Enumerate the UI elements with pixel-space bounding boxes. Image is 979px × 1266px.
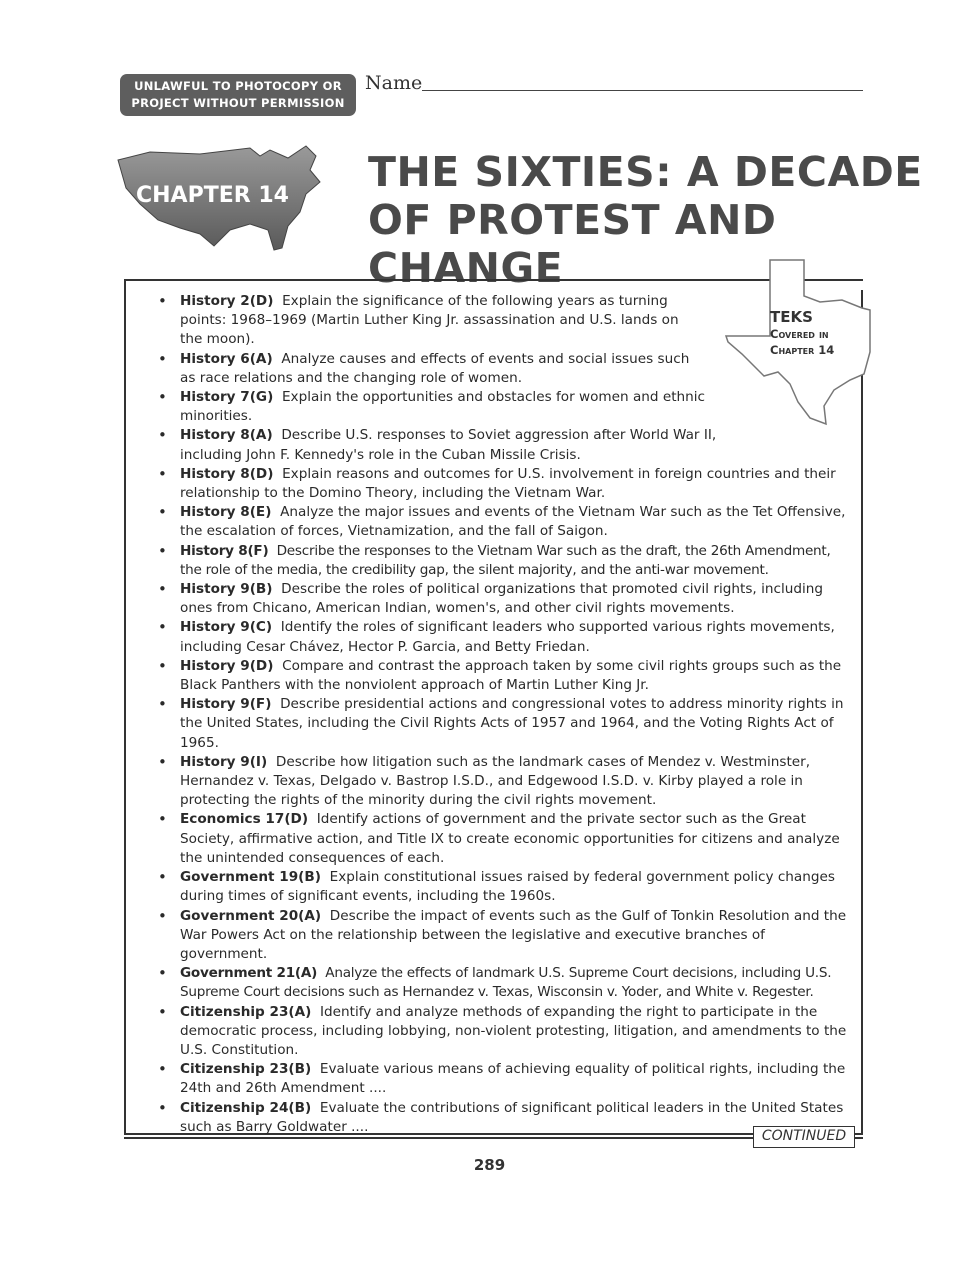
standard-item xyxy=(158,388,848,426)
standard-item xyxy=(158,1003,848,1061)
standard-code: History 9(I) xyxy=(180,753,268,770)
title-line-2: OF PROTEST AND CHANGE xyxy=(368,196,777,292)
standard-item xyxy=(158,465,848,503)
standard-item xyxy=(158,426,848,464)
standard-code: History 8(F) xyxy=(180,542,269,559)
teks-line-2: Chapter 14 xyxy=(770,343,835,357)
standard-text: Evaluate the contributions of significant political leaders in the United States such as Barry Goldwater .... xyxy=(180,1099,844,1135)
standard-code: History 9(D) xyxy=(180,657,274,674)
standard-text: Explain the significance of the following years as turning points: 1968–1969 (Martin Luther King Jr. assassination and U.S. lands on the moon). xyxy=(180,293,679,348)
chapter-label: CHAPTER 14 xyxy=(136,183,289,208)
standard-code: Government 21(A) xyxy=(180,965,318,982)
standard-text: Describe the responses to the Vietnam War such as the draft, the 26th Amendment, the role of the media, the credibility gap, the silent majority, and the anti-war movement. xyxy=(180,542,831,578)
standard-text: Analyze causes and effects of events and social issues such as race relations and the changing role of women. xyxy=(180,350,690,386)
standard-item xyxy=(158,1099,848,1137)
standard-item xyxy=(158,1060,848,1098)
standard-code: History 9(B) xyxy=(180,581,273,598)
standard-item xyxy=(158,542,848,580)
standard-text: Compare and contrast the approach taken by some civil rights groups such as the Black Panthers with the nonviolent approach of Martin Luther King Jr. xyxy=(180,657,842,694)
standard-text: Describe the impact of events such as the Gulf of Tonkin Resolution and the War Powers Act on the relationship between the legislative and executive branches of government. xyxy=(180,907,847,962)
standard-text: Identify actions of government and the private sector such as the Great Society, affirmative action, and Title IX to create economic opportunities for citizens and analyze the unintended consequences of each. xyxy=(180,811,840,866)
standard-code: Citizenship 24(B) xyxy=(180,1099,312,1116)
standard-text: Identify and analyze methods of expanding the right to participate in the democratic process, including lobbying, non-violent protesting, litigation, and amendments to the U.S. Constitution. xyxy=(180,1003,847,1058)
standard-item xyxy=(158,753,848,811)
standard-text: Explain the opportunities and obstacles for women and ethnic minorities. xyxy=(180,389,706,425)
name-field-line[interactable] xyxy=(422,90,863,91)
standard-item xyxy=(158,350,848,388)
standard-code: History 9(C) xyxy=(180,619,273,636)
teks-line-1: Covered in xyxy=(770,327,829,341)
standard-text: Analyze the effects of landmark U.S. Supreme Court decisions, including U.S. Supreme Court decisions such as Hernandez v. Texas, Wisconsin v. Yoder, and White v. Regester. xyxy=(180,965,832,1001)
standard-text: Describe the roles of political organizations that promoted civil rights, including ones from Chicano, American Indian, women's, and other civil rights movements. xyxy=(180,581,823,617)
standard-code: Citizenship 23(A) xyxy=(180,1003,312,1020)
standard-code: History 6(A) xyxy=(180,350,273,367)
standard-text: Analyze the major issues and events of the Vietnam War such as the Tet Offensive, the escalation of forces, Vietnamization, and the fall of Saigon. xyxy=(180,504,846,540)
teks-title: TEKS xyxy=(770,308,813,326)
standard-item xyxy=(158,868,848,906)
standard-code: History 7(G) xyxy=(180,389,274,406)
warning-line-1: UNLAWFUL TO PHOTOCOPY OR xyxy=(134,79,342,93)
continued-tag: CONTINUED xyxy=(753,1126,855,1148)
standard-text: Describe U.S. responses to Soviet aggression after World War II, including John F. Kennedy's role in the Cuban Missile Crisis. xyxy=(180,427,717,463)
warning-line-2: PROJECT WITHOUT PERMISSION xyxy=(131,96,345,110)
standard-code: History 8(D) xyxy=(180,465,274,482)
standard-item xyxy=(158,292,848,350)
page-number: 289 xyxy=(473,1156,506,1174)
standard-code: Citizenship 23(B) xyxy=(180,1061,312,1078)
standard-code: Economics 17(D) xyxy=(180,811,309,828)
standard-text: Describe how litigation such as the landmark cases of Mendez v. Westminster, Hernandez v. Texas, Delgado v. Bastrop I.S.D., and Edgewood I.S.D. v. Kirby played a role in protecting the rights of the minority during the civil rights movement. xyxy=(180,753,811,809)
standard-text: Evaluate various means of achieving equality of political rights, including the 24th and 26th Amendment .... xyxy=(180,1061,846,1097)
standard-item xyxy=(158,657,848,695)
standard-text: Describe presidential actions and congressional votes to address minority rights in the United States, including the Civil Rights Acts of 1957 and 1964, and the Voting Rights Act of 1965. xyxy=(180,696,844,751)
standard-item xyxy=(158,503,848,541)
standard-item xyxy=(158,580,848,618)
standard-text: Explain reasons and outcomes for U.S. involvement in foreign countries and their relationship to the Domino Theory, including the Vietnam War. xyxy=(180,465,836,502)
standard-item xyxy=(158,618,848,656)
standard-text: Identify the roles of significant leaders who supported various rights movements, including Cesar Chávez, Hector P. Garcia, and Betty Friedan. xyxy=(180,619,835,655)
standard-code: History 8(E) xyxy=(180,504,272,521)
name-label: Name xyxy=(365,72,423,94)
standard-code: History 9(F) xyxy=(180,696,272,713)
copyright-warning-badge xyxy=(120,74,356,116)
standard-item xyxy=(158,907,848,965)
standard-item xyxy=(158,810,848,868)
standard-code: History 2(D) xyxy=(180,293,274,309)
standard-code: Government 20(A) xyxy=(180,907,322,924)
standard-item xyxy=(158,964,848,1002)
standards-list xyxy=(158,292,848,1137)
standard-item xyxy=(158,695,848,753)
standard-code: Government 19(B) xyxy=(180,869,321,886)
standard-text: Explain constitutional issues raised by federal government policy changes during times of significant events, including the 1960s. xyxy=(180,869,835,905)
usa-map-chapter-icon xyxy=(110,138,330,260)
title-line-1: THE SIXTIES: A DECADE xyxy=(368,148,923,196)
standard-code: History 8(A) xyxy=(180,427,273,444)
